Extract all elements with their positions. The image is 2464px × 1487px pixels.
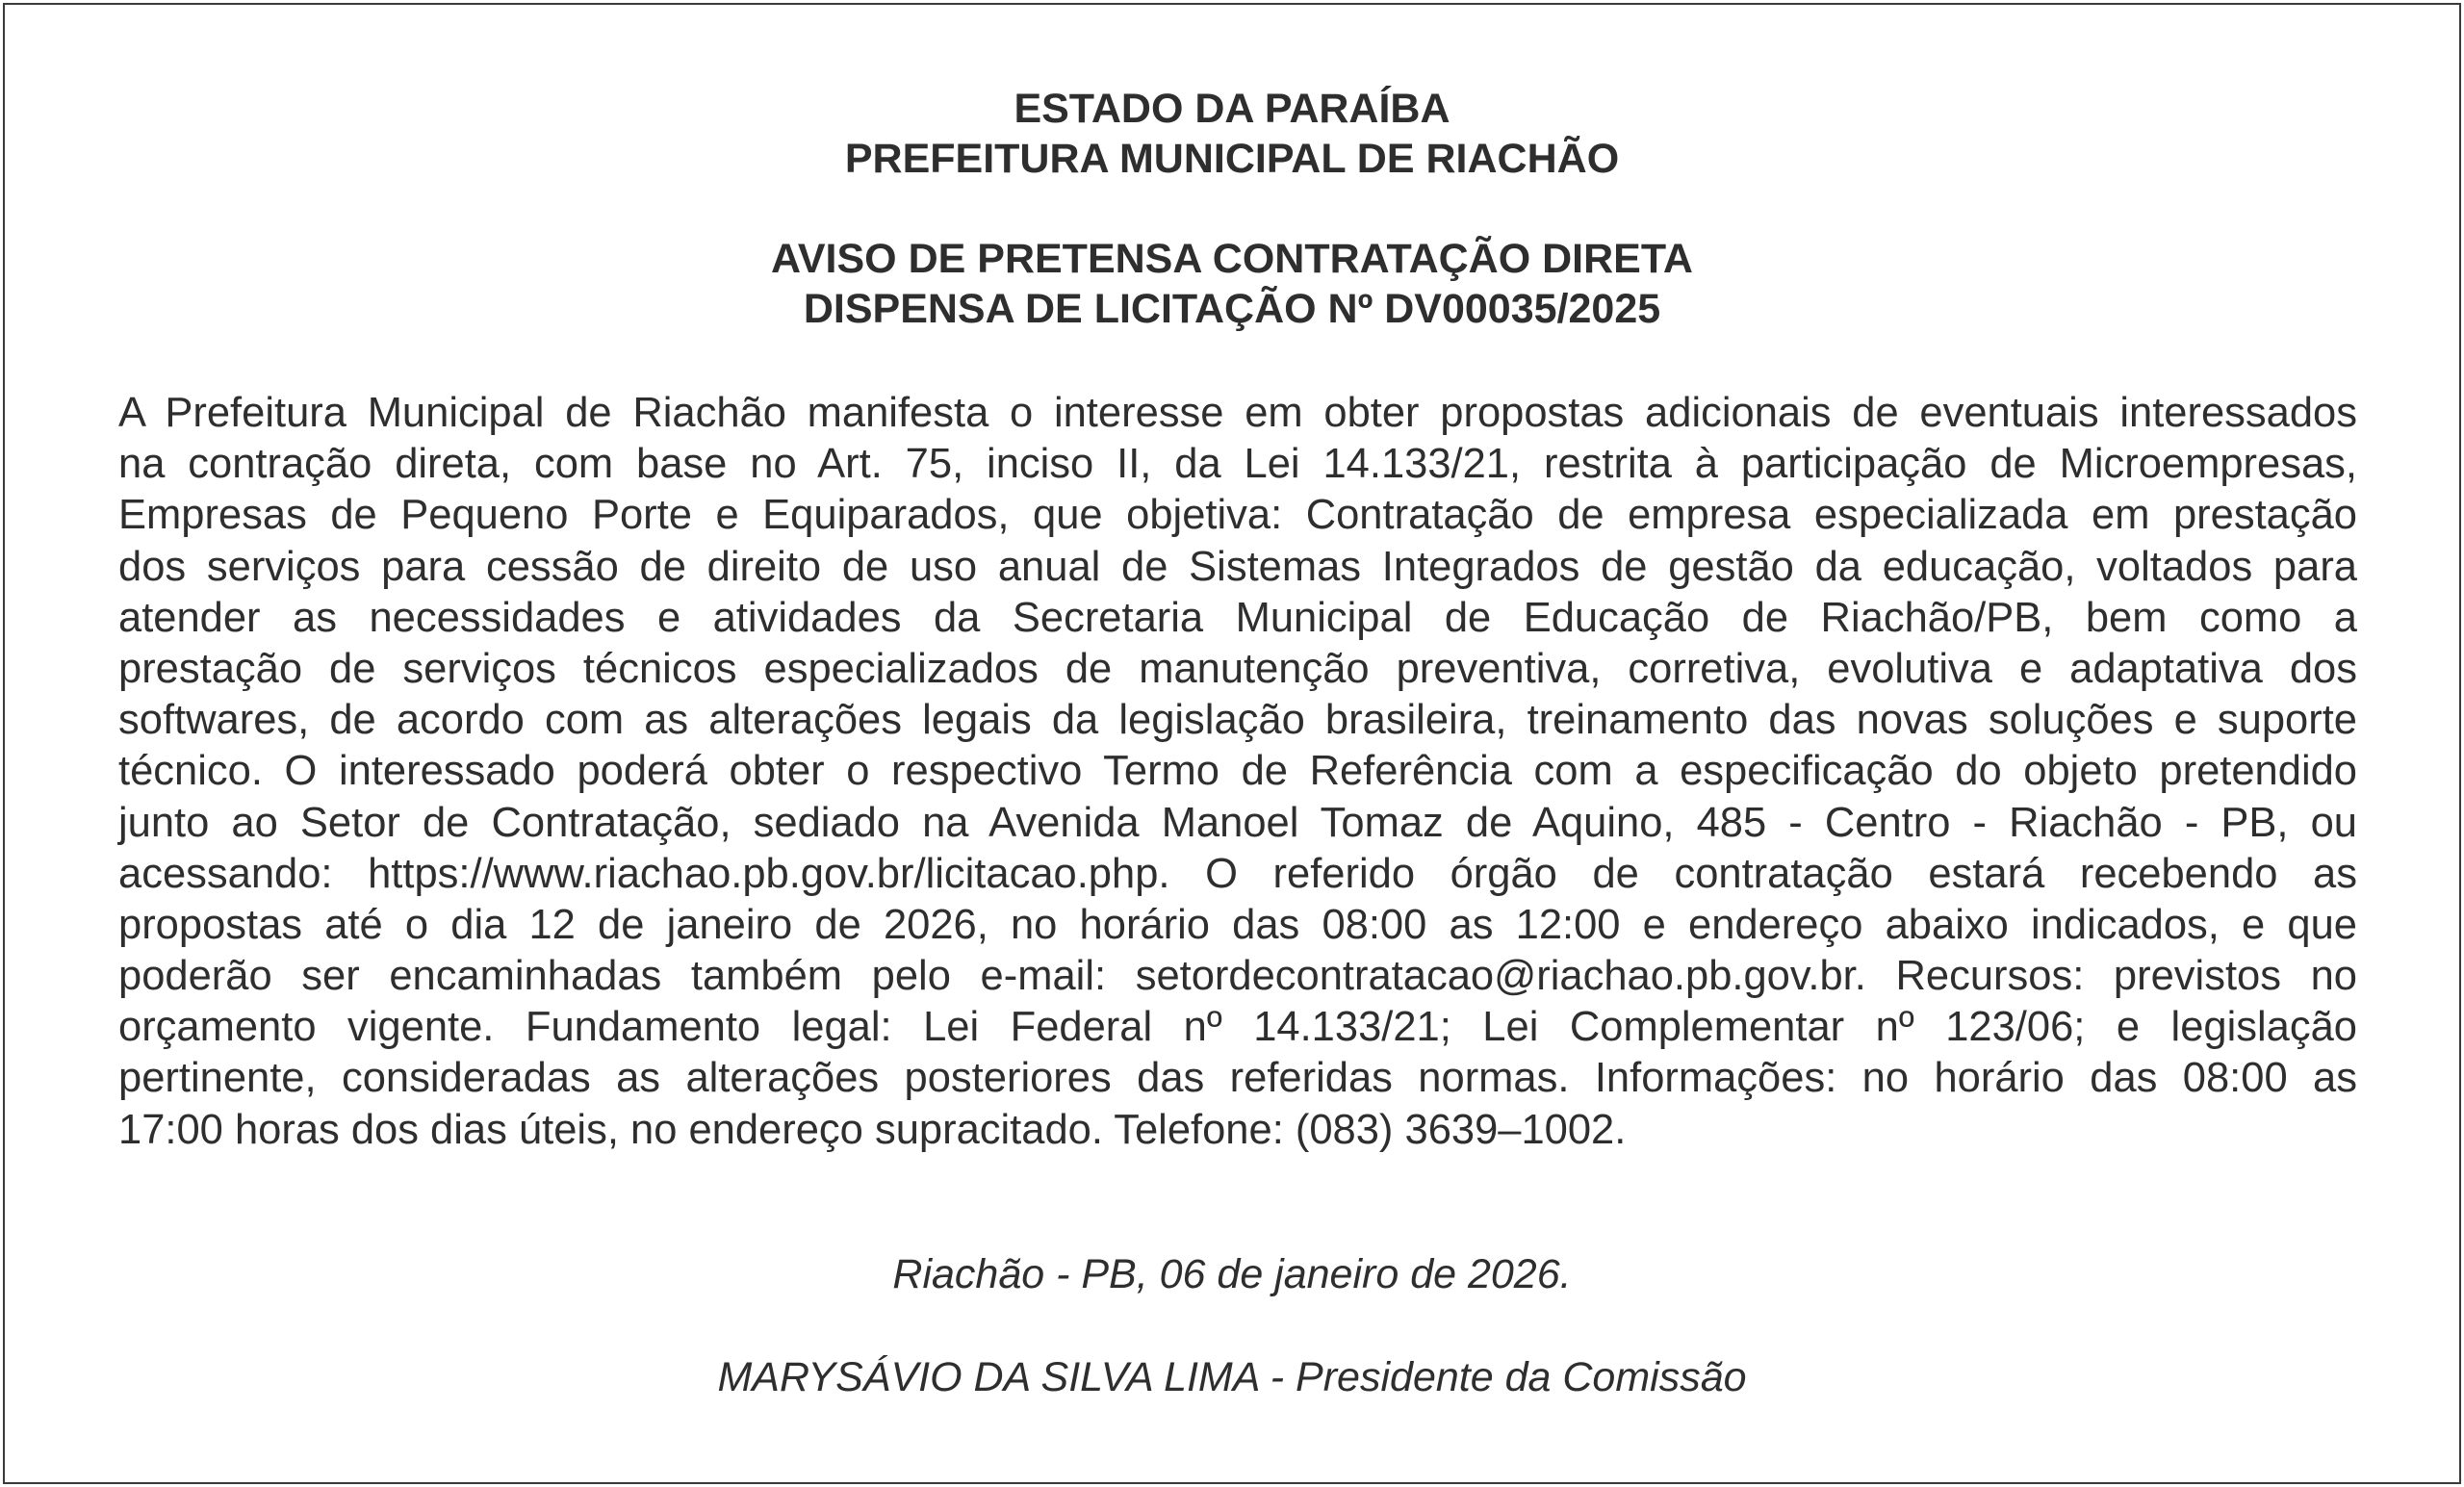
body-line: dos serviços para cessão de direito de uso anual de Sistemas Integrados de gestão da educação, voltados para	[118, 543, 2357, 590]
body-line: Empresas de Pequeno Porte e Equiparados, que objetiva: Contratação de empresa especializada em prestação	[118, 492, 2357, 539]
body-line: atender as necessidades e atividades da Secretaria Municipal de Educação de Riachão/PB, bem como a	[118, 594, 2357, 641]
signature-line	[5, 1352, 2459, 1402]
body-line: 17:00 horas dos dias úteis, no endereço supracitado. Telefone: (083) 3639–1002.	[118, 1106, 1627, 1153]
legal-notice	[3, 3, 2461, 1484]
signer-name: MARYSÁVIO DA SILVA LIMA	[717, 1354, 1259, 1400]
state-heading: ESTADO DA PARAÍBA	[1014, 86, 1450, 132]
notice-title-block	[5, 234, 2459, 334]
body-line: A Prefeitura Municipal de Riachão manifesta o interesse em obter propostas adicionais de eventuais interessados	[118, 390, 2357, 436]
notice-number: DISPENSA DE LICITAÇÃO Nº DV00035/2025	[803, 286, 1661, 332]
place-date: Riachão - PB, 06 de janeiro de 2026.	[892, 1251, 1572, 1297]
body-line: propostas até o dia 12 de janeiro de 2026, no horário das 08:00 as 12:00 e endereço abaixo indicados, e que	[118, 901, 2357, 948]
body-line: técnico. O interessado poderá obter o respectivo Termo de Referência com a especificação do objeto pretendido	[118, 748, 2357, 795]
body-line: na contração direta, com base no Art. 75, inciso II, da Lei 14.133/21, restrita à participação de Microempresas,	[118, 441, 2357, 488]
notice-title: AVISO DE PRETENSA CONTRATAÇÃO DIRETA	[771, 236, 1693, 282]
body-line: poderão ser encaminhadas também pelo e-mail: setordecontratacao@riachao.pb.gov.br. Recursos: previstos no	[118, 953, 2357, 1000]
notice-header	[5, 84, 2459, 184]
body-line: acessando: https://www.riachao.pb.gov.br/licitacao.php. O referido órgão de contratação estará recebendo as	[118, 850, 2357, 897]
body-line: orçamento vigente. Fundamento legal: Lei Federal nº 14.133/21; Lei Complementar nº 123/06; e legislação	[118, 1004, 2357, 1051]
body-line: softwares, de acordo com as alterações legais da legislação brasileira, treinamento das novas soluções e suporte	[118, 697, 2357, 744]
body-line: prestação de serviços técnicos especializados de manutenção preventiva, corretiva, evolutiva e adaptativa dos	[118, 645, 2357, 692]
notice-body	[118, 388, 2357, 1156]
body-line: pertinente, consideradas as alterações posteriores das referidas normas. Informações: no horário das 08:00 as	[118, 1055, 2357, 1102]
signer-role: - Presidente da Comissão	[1258, 1354, 1747, 1400]
body-line: junto ao Setor de Contratação, sediado na Avenida Manoel Tomaz de Aquino, 485 - Centro - Riachão - PB, ou	[118, 799, 2357, 846]
municipality-heading: PREFEITURA MUNICIPAL DE RIACHÃO	[844, 136, 1620, 182]
